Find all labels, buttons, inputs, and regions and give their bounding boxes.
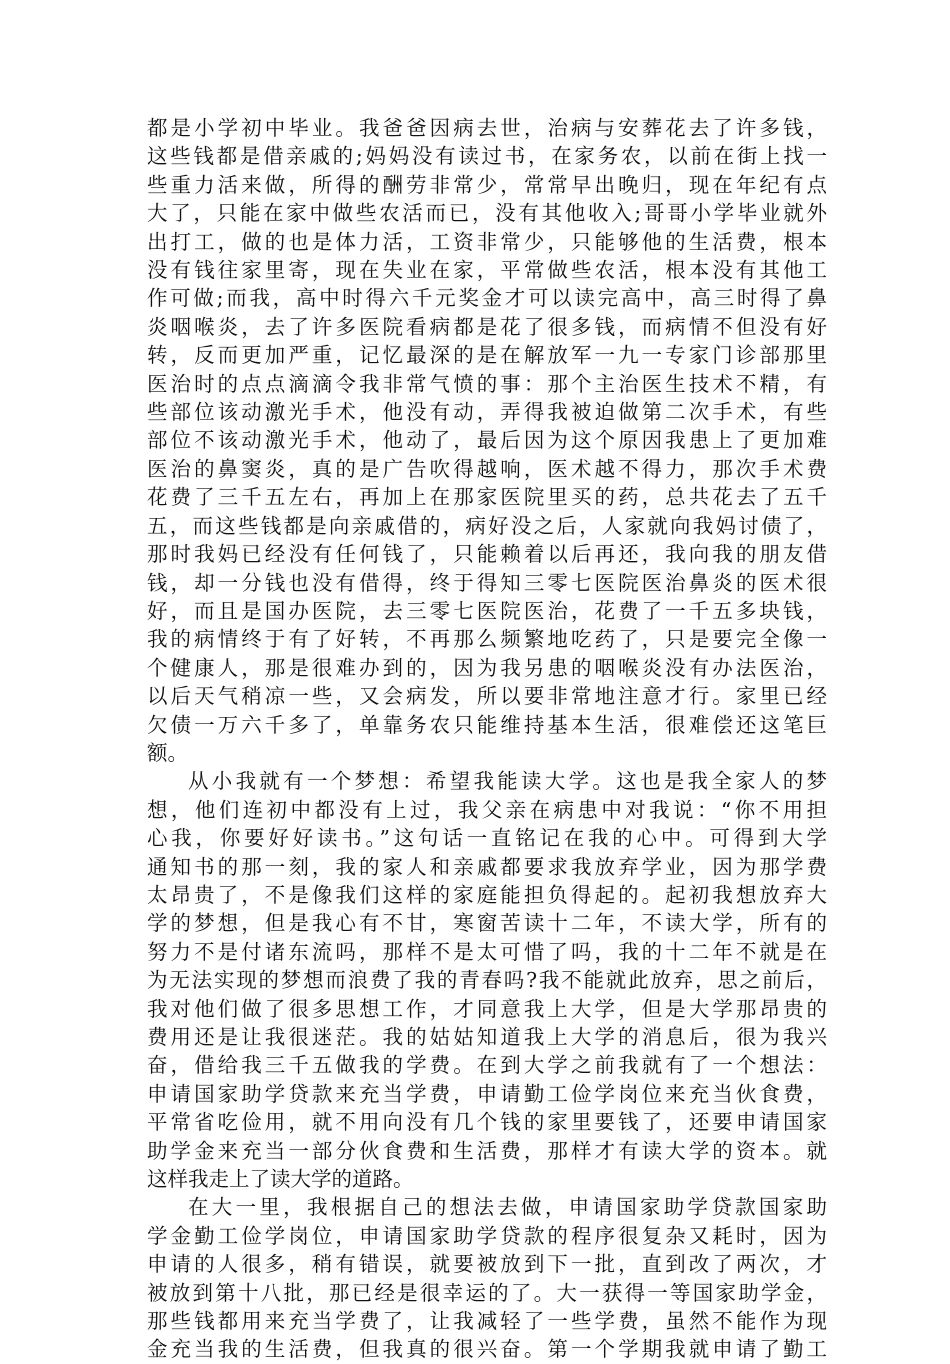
paragraph-1: [147, 114, 827, 767]
text-line: 我的病情终于有了好转，不再那么频繁地吃药了，只是要完全像一: [147, 627, 827, 652]
text-line: 费用还是让我很迷茫。我的姑姑知道我上大学的消息后，很为我兴: [147, 1025, 827, 1049]
text-line: 转，反而更加严重，记忆最深的是在解放军一九一专家门诊部那里: [147, 343, 827, 368]
text-line: 好，而且是国办医院，去三零七医院医治，花费了一千五多块钱，: [147, 598, 827, 623]
text-line: 申请国家助学贷款来充当学费，申请勤工俭学岗位来充当伙食费，: [147, 1081, 827, 1106]
text-line: 助学金来充当一部分伙食费和生活费，那样才有读大学的资本。就: [147, 1138, 827, 1163]
text-line: 些重力活来做，所得的酬劳非常少，常常早出晚归，现在年纪有点: [147, 172, 827, 197]
text-line: 欠债一万六千多了，单靠务农只能维持基本生活，很难偿还这笔巨: [147, 712, 827, 737]
text-line: 作可做;而我，高中时得六千元奖金才可以读完高中，高三时得了鼻: [147, 286, 827, 311]
text-line: 部位不该动激光手术，他动了，最后因为这个原因我患上了更加难: [147, 428, 827, 453]
text-line: 申请的人很多，稍有错误，就要被放到下一批，直到改了两次，才: [147, 1252, 827, 1277]
document-body: [147, 114, 827, 1364]
text-line: 想，他们连初中都没有上过，我父亲在病患中对我说：“你不用担: [147, 797, 827, 822]
text-line: 那些钱都用来充当学费了，让我减轻了一些学费，虽然不能作为现: [147, 1309, 827, 1334]
text-line: 我对他们做了很多思想工作，才同意我上大学，但是大学那昂贵的: [147, 996, 827, 1021]
text-line: 以后天气稍凉一些，又会病发，所以要非常地注意才行。家里已经: [147, 684, 827, 709]
text-line: 五，而这些钱都是向亲戚借的，病好没之后，人家就向我妈讨债了，: [147, 513, 827, 538]
text-line: 在大一里，我根据自己的想法去做，申请国家助学贷款国家助: [188, 1195, 827, 1220]
text-line: 从小我就有一个梦想：希望我能读大学。这也是我全家人的梦: [188, 769, 827, 794]
text-line: 为无法实现的梦想而浪费了我的青春吗?我不能就此放弃，思之前后，: [147, 968, 827, 993]
text-line: 太昂贵了，不是像我们这样的家庭能担负得起的。起初我想放弃大: [147, 882, 827, 907]
text-line: 那时我妈已经没有任何钱了，只能赖着以后再还，我向我的朋友借: [147, 542, 827, 567]
text-line: 炎咽喉炎，去了许多医院看病都是花了很多钱，而病情不但没有好: [147, 314, 827, 339]
text-line: 这样我走上了读大学的道路。: [147, 1167, 414, 1192]
text-line: 这些钱都是借亲戚的;妈妈没有读过书，在家务农，以前在街上找一: [147, 144, 827, 169]
text-line: 医治的鼻窦炎，真的是广告吹得越响，医术越不得力，那次手术费: [147, 456, 827, 481]
text-line: 学的梦想，但是我心有不甘，寒窗苦读十二年，不读大学，所有的: [147, 911, 827, 936]
text-line: 被放到第十八批，那已经是很幸运的了。大一获得一等国家助学金，: [147, 1280, 827, 1305]
text-line: 出打工，做的也是体力活，工资非常少，只能够他的生活费，根本: [147, 229, 827, 254]
text-line: 医治时的点点滴滴令我非常气愤的事：那个主治医生技术不精，有: [147, 371, 827, 396]
text-line: 钱，却一分钱也没有借得，终于得知三零七医院医治鼻炎的医术很: [147, 570, 827, 595]
text-line: 平常省吃俭用，就不用向没有几个钱的家里要钱了，还要申请国家: [147, 1110, 827, 1135]
text-line: 额。: [147, 740, 188, 765]
paragraph-3: [147, 1193, 827, 1363]
text-line: 没有钱往家里寄，现在失业在家，平常做些农活，根本没有其他工: [147, 258, 827, 283]
text-line: 个健康人，那是很难办到的，因为我另患的咽喉炎没有办法医治，: [147, 655, 827, 680]
text-line: 金充当我的生活费，但我真的很兴奋。第一个学期我就申请了勤工: [147, 1337, 827, 1362]
text-line: 花费了三千五左右，再加上在那家医院里买的药，总共花去了五千: [147, 485, 827, 510]
text-line: 学金勤工俭学岗位，申请国家助学贷款的程序很复杂又耗时，因为: [147, 1223, 827, 1248]
text-line: 大了，只能在家中做些农活而已，没有其他收入;哥哥小学毕业就外: [147, 201, 827, 226]
text-line: 通知书的那一刻，我的家人和亲戚都要求我放弃学业，因为那学费: [147, 854, 827, 879]
text-line: 心我，你要好好读书。”这句话一直铭记在我的心中。可得到大学: [147, 826, 827, 851]
text-line: 奋，借给我三千五做我的学费。在到大学之前我就有了一个想法：: [147, 1053, 827, 1078]
text-line: 都是小学初中毕业。我爸爸因病去世，治病与安葬花去了许多钱，: [147, 116, 827, 140]
text-line: 些部位该动激光手术，他没有动，弄得我被迫做第二次手术，有些: [147, 400, 827, 425]
paragraph-2: [147, 767, 827, 1193]
text-line: 努力不是付诸东流吗，那样不是太可惜了吗，我的十二年不就是在: [147, 939, 827, 964]
